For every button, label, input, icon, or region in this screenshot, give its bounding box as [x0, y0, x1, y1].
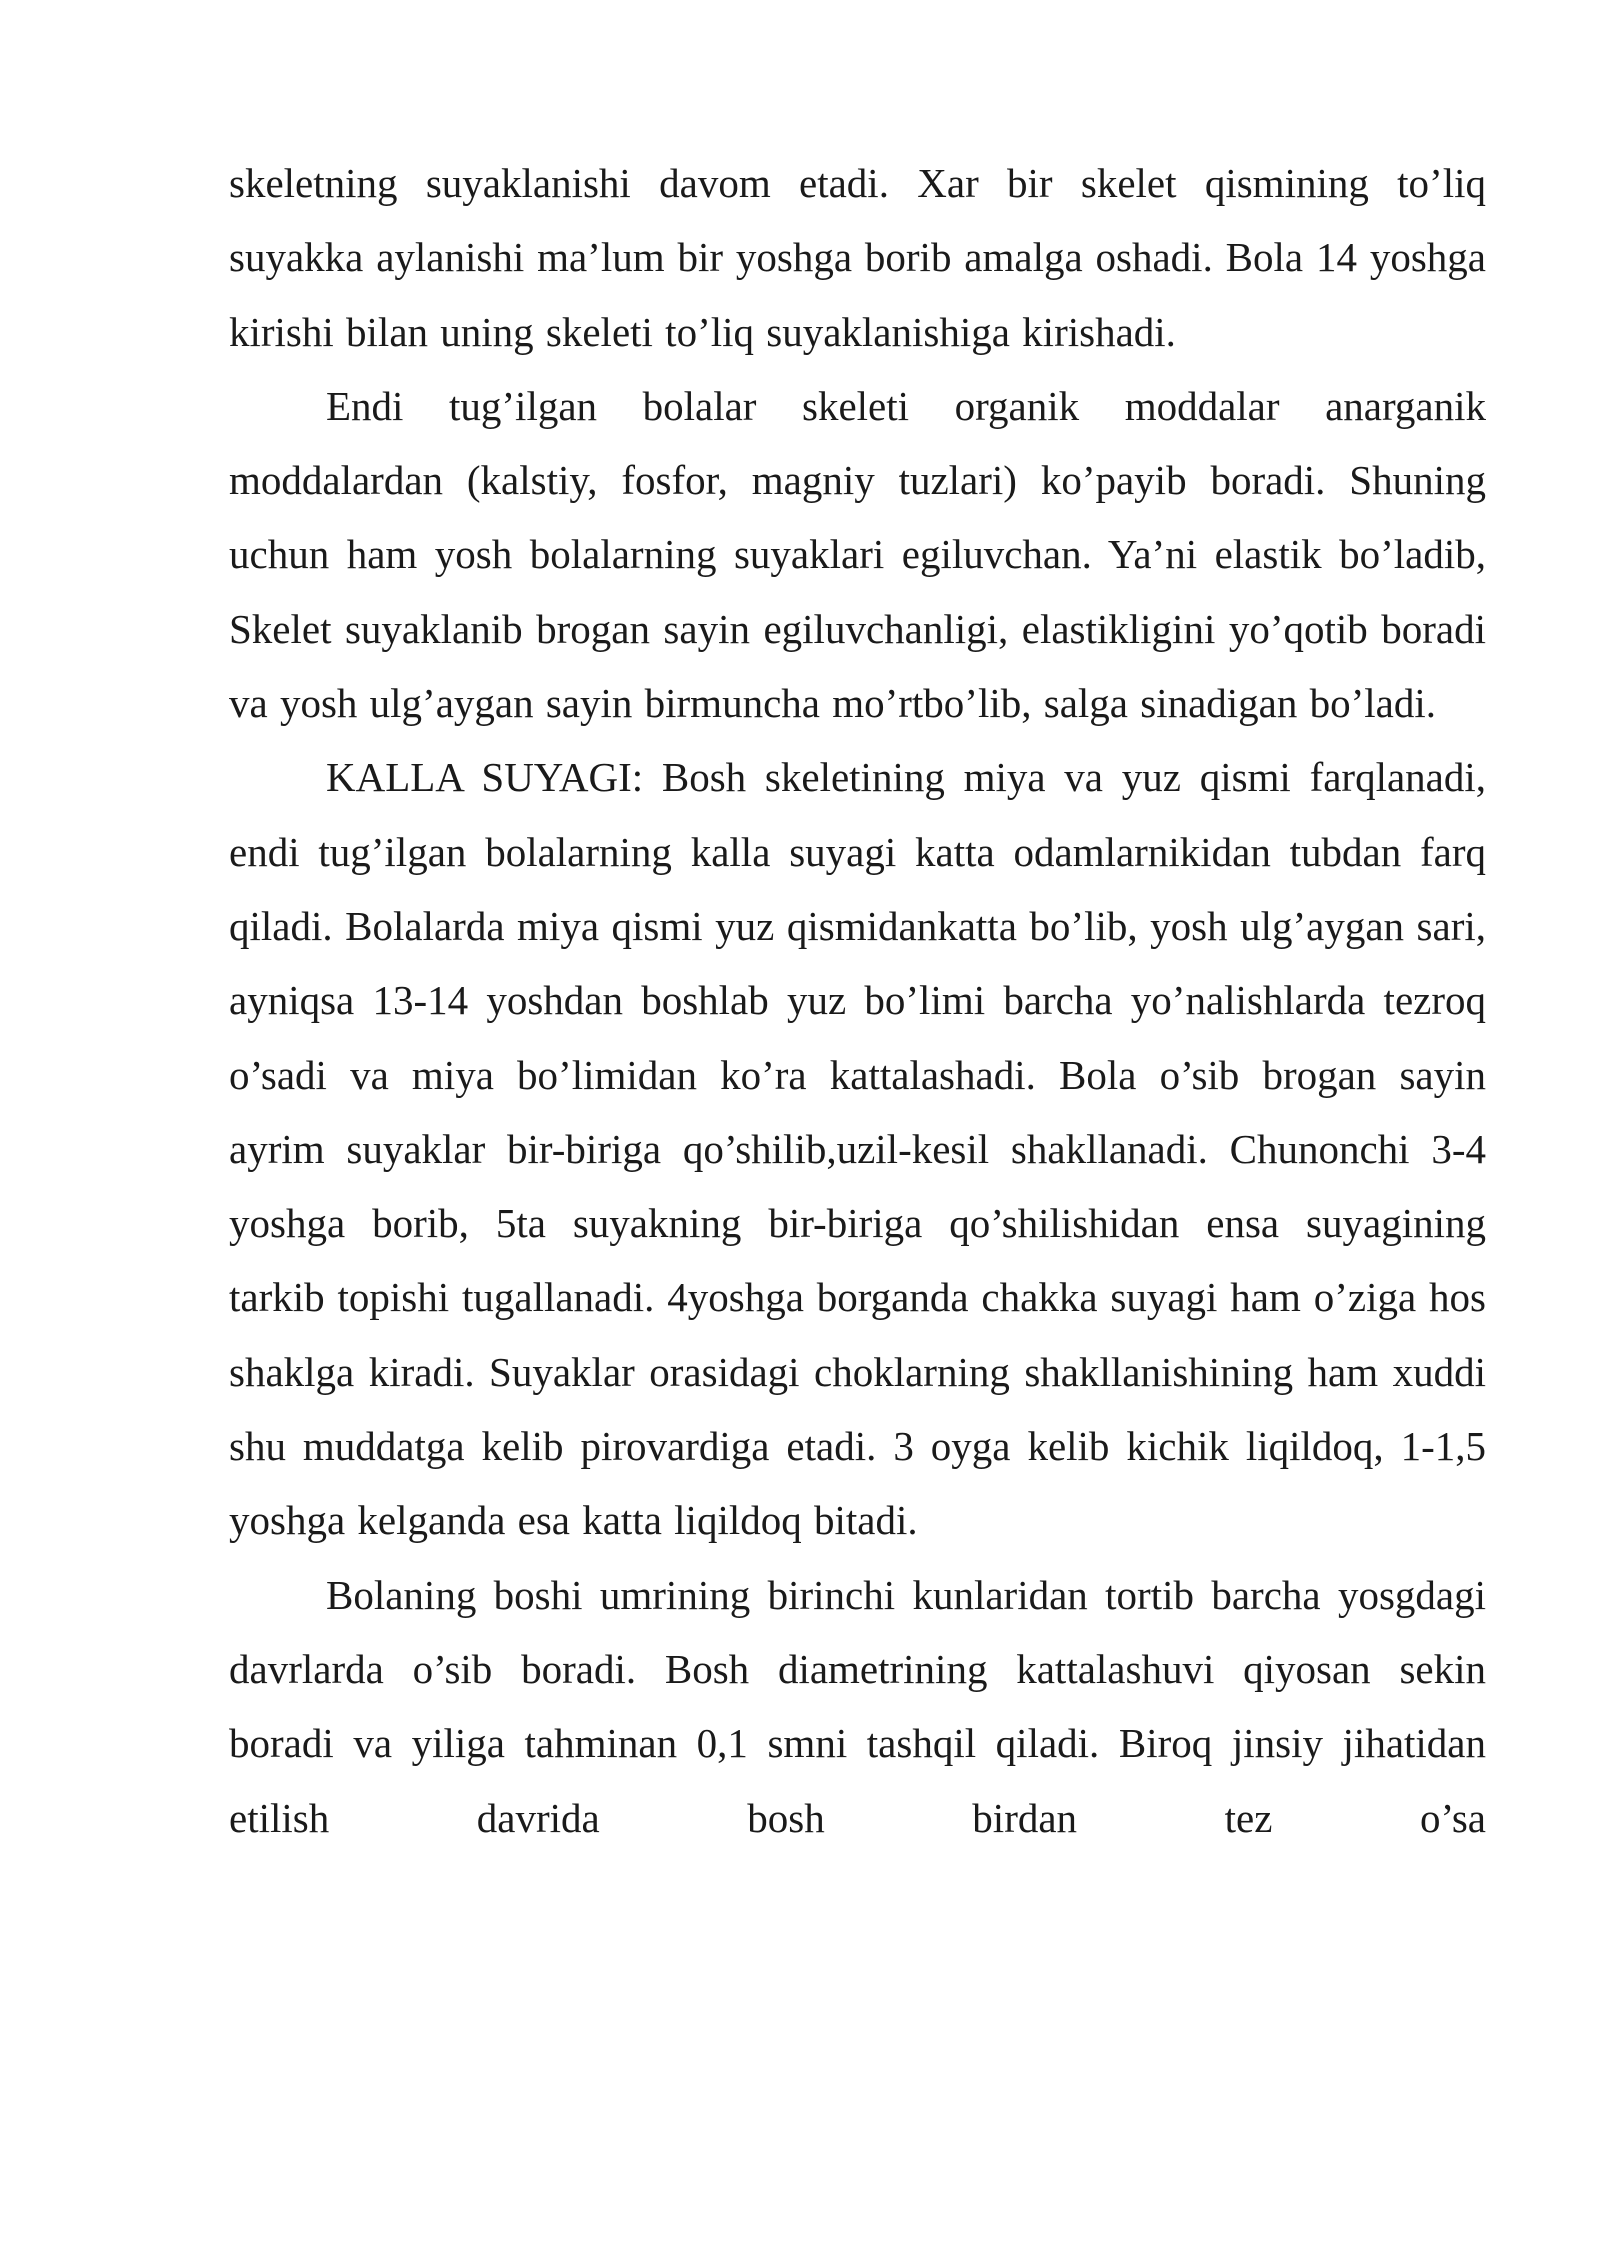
paragraph-4: Bolaning boshi umrining birinchi kunlaridan tortib barcha yosgdagi davrlarda o’sib boradi. Bosh diametrining kattalashuvi qiyosan sekin boradi va yiliga tahminan 0,1 smni tashqil qiladi. Biroq jinsiy jihatidan etilish davrida bosh birdan tez o’sa	[229, 1571, 1486, 1841]
paragraph-1: skeletning suyaklanishi davom etadi. Xar bir skelet qismining to’liq suyakka aylanishi ma’lum bir yoshga borib amalga oshadi. Bola 14 yoshga kirishi bilan uning skeleti to’liq suyaklanishiga kirishadi.	[229, 160, 1486, 355]
paragraph-2: Endi tug’ilgan bolalar skeleti organik moddalar anarganik moddalardan (kalstiy, fosfor, magniy tuzlari) ko’payib boradi. Shuning uchun ham yosh bolalarning suyaklari egiluvchan. Ya’ni elastik bo’ladib, Skelet suyaklanib brogan sayin egiluvchanligi, elastikligini yo’qotib boradi va yosh ulg’aygan sayin birmuncha mo’rtbo’lib, salga sinadigan bo’ladi.	[229, 382, 1486, 727]
paragraph-3: KALLA SUYAGI: Bosh skeletining miya va yuz qismi farqlanadi, endi tug’ilgan bolalarning kalla suyagi katta odamlarnikidan tubdan farq qiladi. Bolalarda miya qismi yuz qismidankatta bo’lib, yosh ulg’aygan sari, ayniqsa 13-14 yoshdan boshlab yuz bo’limi barcha yo’nalishlarda tezroq o’sadi va miya bo’limidan ko’ra kattalashadi. Bola o’sib brogan sayin ayrim suyaklar bir-biriga qo’shilib,uzil-kesil shakllanadi. Chunonchi 3-4 yoshga borib, 5ta suyakning bir-biriga qo’shilishidan ensa suyagining tarkib topishi tugallanadi. 4yoshga borganda chakka suyagi ham o’ziga hos shaklga kiradi. Suyaklar orasidagi choklarning shakllanishining ham xuddi shu muddatga kelib pirovardiga etadi. 3 oyga kelib kichik liqildoq, 1-1,5 yoshga kelganda esa katta liqildoq bitadi.	[229, 754, 1486, 1544]
body-text	[229, 146, 1486, 1855]
